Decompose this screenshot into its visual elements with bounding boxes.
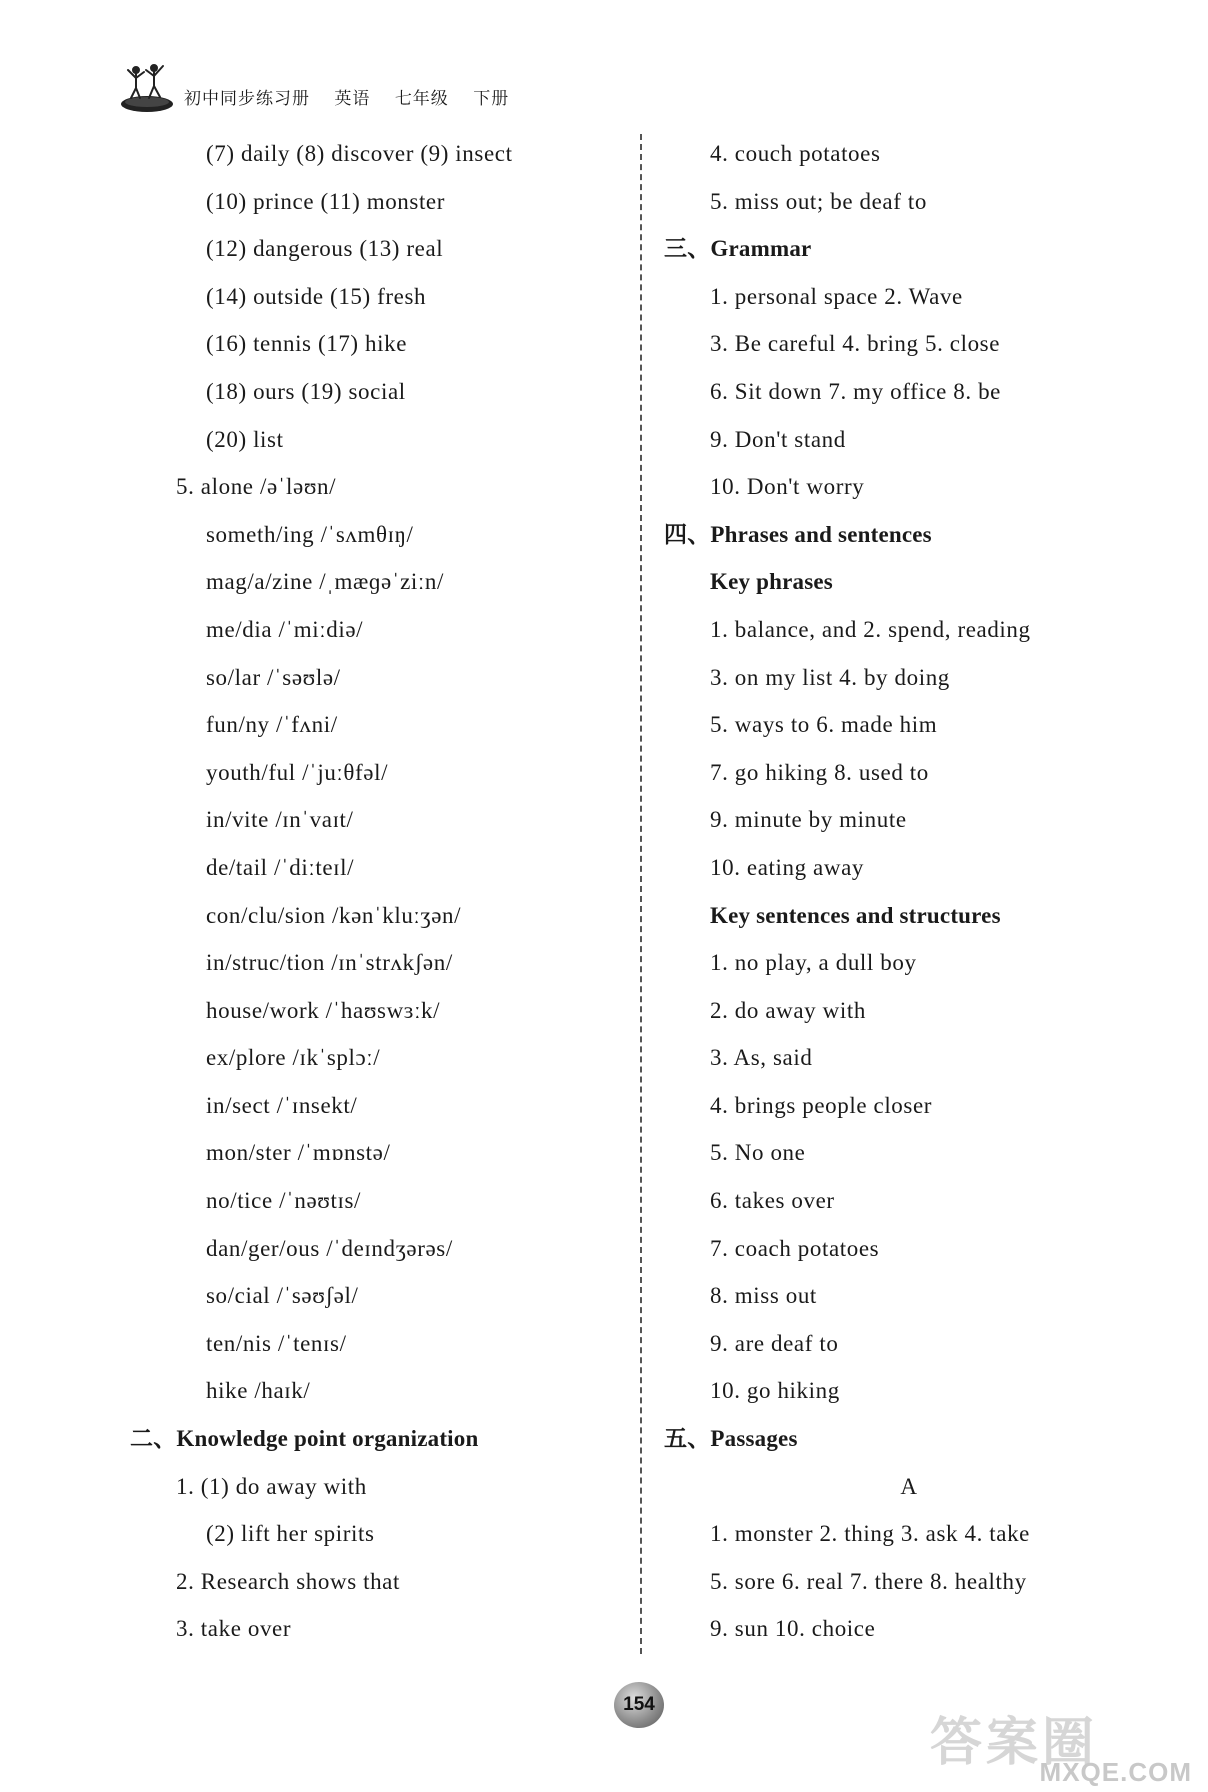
column-divider [640, 134, 642, 1654]
answer-line: 1. monster 2. thing 3. ask 4. take [710, 1521, 1030, 1547]
answer-line: in/sect /ˈɪnsekt/ [206, 1092, 358, 1118]
page-number: 154 [614, 1682, 664, 1728]
answer-line: (16) tennis (17) hike [206, 331, 408, 357]
watermark [930, 1700, 1200, 1790]
answer-line: 2. Research shows that [176, 1568, 400, 1594]
answer-line: 9. sun 10. choice [710, 1616, 876, 1642]
answer-line: 3. Be careful 4. bring 5. close [710, 331, 1001, 357]
answer-line: de/tail /ˈdiːteɪl/ [206, 854, 355, 880]
header-title [184, 84, 527, 109]
answer-line: fun/ny /ˈfʌni/ [206, 712, 338, 738]
answer-line: 1. personal space 2. Wave [710, 283, 963, 309]
subsection-heading: Key sentences and structures [710, 902, 1001, 928]
answer-line: (2) lift her spirits [206, 1521, 375, 1547]
answer-line: 1. (1) do away with [176, 1473, 367, 1499]
answer-line: 6. takes over [710, 1188, 835, 1214]
answer-line: 3. take over [176, 1616, 292, 1642]
answer-line: 7. coach potatoes [710, 1235, 880, 1261]
answer-line: in/struc/tion /ɪnˈstrʌkʃən/ [206, 950, 453, 976]
passage-label: A [900, 1473, 918, 1499]
watermark-site: MXQE.COM [1039, 1757, 1192, 1787]
answer-line: (18) ours (19) social [206, 378, 406, 404]
left-column [130, 130, 630, 1653]
watermark-mark: 答案圈 [930, 1713, 1099, 1773]
answer-line: so/lar /ˈsəʊlə/ [206, 664, 341, 690]
answer-line: (10) prince (11) monster [206, 188, 445, 214]
answer-line: no/tice /ˈnəʊtɪs/ [206, 1188, 362, 1214]
section-heading: 四、Phrases and sentences [664, 521, 932, 547]
answer-line: 3. on my list 4. by doing [710, 664, 950, 690]
answer-line: (20) list [206, 426, 284, 452]
answer-line: hike /haɪk/ [206, 1378, 311, 1404]
answer-line: con/clu/sion /kənˈkluːʒən/ [206, 902, 462, 928]
answer-line: 5. miss out; be deaf to [710, 188, 927, 214]
answer-line: 1. balance, and 2. spend, reading [710, 616, 1031, 642]
volume-label: 下册 [473, 89, 510, 109]
answer-line: (12) dangerous (13) real [206, 236, 444, 262]
answer-line: (14) outside (15) fresh [206, 283, 427, 309]
answer-line: in/vite /ɪnˈvaɪt/ [206, 807, 354, 833]
page-header [118, 58, 618, 114]
subject-label: 英语 [334, 89, 371, 109]
book-title: 初中同步练习册 [184, 89, 310, 109]
subsection-heading: Key phrases [710, 569, 833, 595]
answer-line: someth/ing /ˈsʌmθɪŋ/ [206, 521, 414, 547]
answer-line: 5. alone /əˈləʊn/ [176, 474, 337, 500]
answer-line: 9. Don't stand [710, 426, 846, 452]
answer-line: 9. are deaf to [710, 1330, 839, 1356]
answer-line: 5. sore 6. real 7. there 8. healthy [710, 1568, 1027, 1594]
section-heading: 五、Passages [664, 1426, 798, 1452]
answer-line: 10. eating away [710, 854, 864, 880]
answer-line: ten/nis /ˈtenɪs/ [206, 1330, 347, 1356]
answer-line: mag/a/zine /ˌmæɡəˈziːn/ [206, 569, 444, 595]
answer-line: (7) daily (8) discover (9) insect [206, 141, 513, 166]
answer-line: 10. Don't worry [710, 474, 865, 500]
answer-line: 4. couch potatoes [710, 141, 881, 166]
answer-line: 8. miss out [710, 1283, 817, 1309]
answer-line: house/work /ˈhaʊswɜːk/ [206, 997, 441, 1023]
answer-line: 5. ways to 6. made him [710, 712, 938, 738]
answer-line: dan/ger/ous /ˈdeɪndʒərəs/ [206, 1235, 453, 1261]
answer-line: 3. As, said [710, 1045, 813, 1071]
answer-line: 2. do away with [710, 997, 866, 1023]
answer-line: 9. minute by minute [710, 807, 907, 833]
answer-line: mon/ster /ˈmɒnstə/ [206, 1140, 391, 1166]
answer-line: 4. brings people closer [710, 1092, 933, 1118]
answer-line: 7. go hiking 8. used to [710, 759, 929, 785]
grade-label: 七年级 [394, 89, 449, 109]
answer-line: ex/plore /ɪkˈsplɔː/ [206, 1045, 381, 1071]
answer-line: 10. go hiking [710, 1378, 840, 1404]
answer-line: 6. Sit down 7. my office 8. be [710, 378, 1001, 404]
answer-line: 5. No one [710, 1140, 806, 1166]
book-logo-icon [118, 58, 176, 114]
answer-line: youth/ful /ˈjuːθfəl/ [206, 759, 389, 785]
answer-line: so/cial /ˈsəʊʃəl/ [206, 1283, 359, 1309]
section-heading: 二、Knowledge point organization [130, 1426, 479, 1452]
answer-line: me/dia /ˈmiːdiə/ [206, 616, 364, 642]
answer-line: 1. no play, a dull boy [710, 950, 917, 976]
section-heading: 三、Grammar [664, 236, 812, 262]
right-column [664, 130, 1184, 1653]
